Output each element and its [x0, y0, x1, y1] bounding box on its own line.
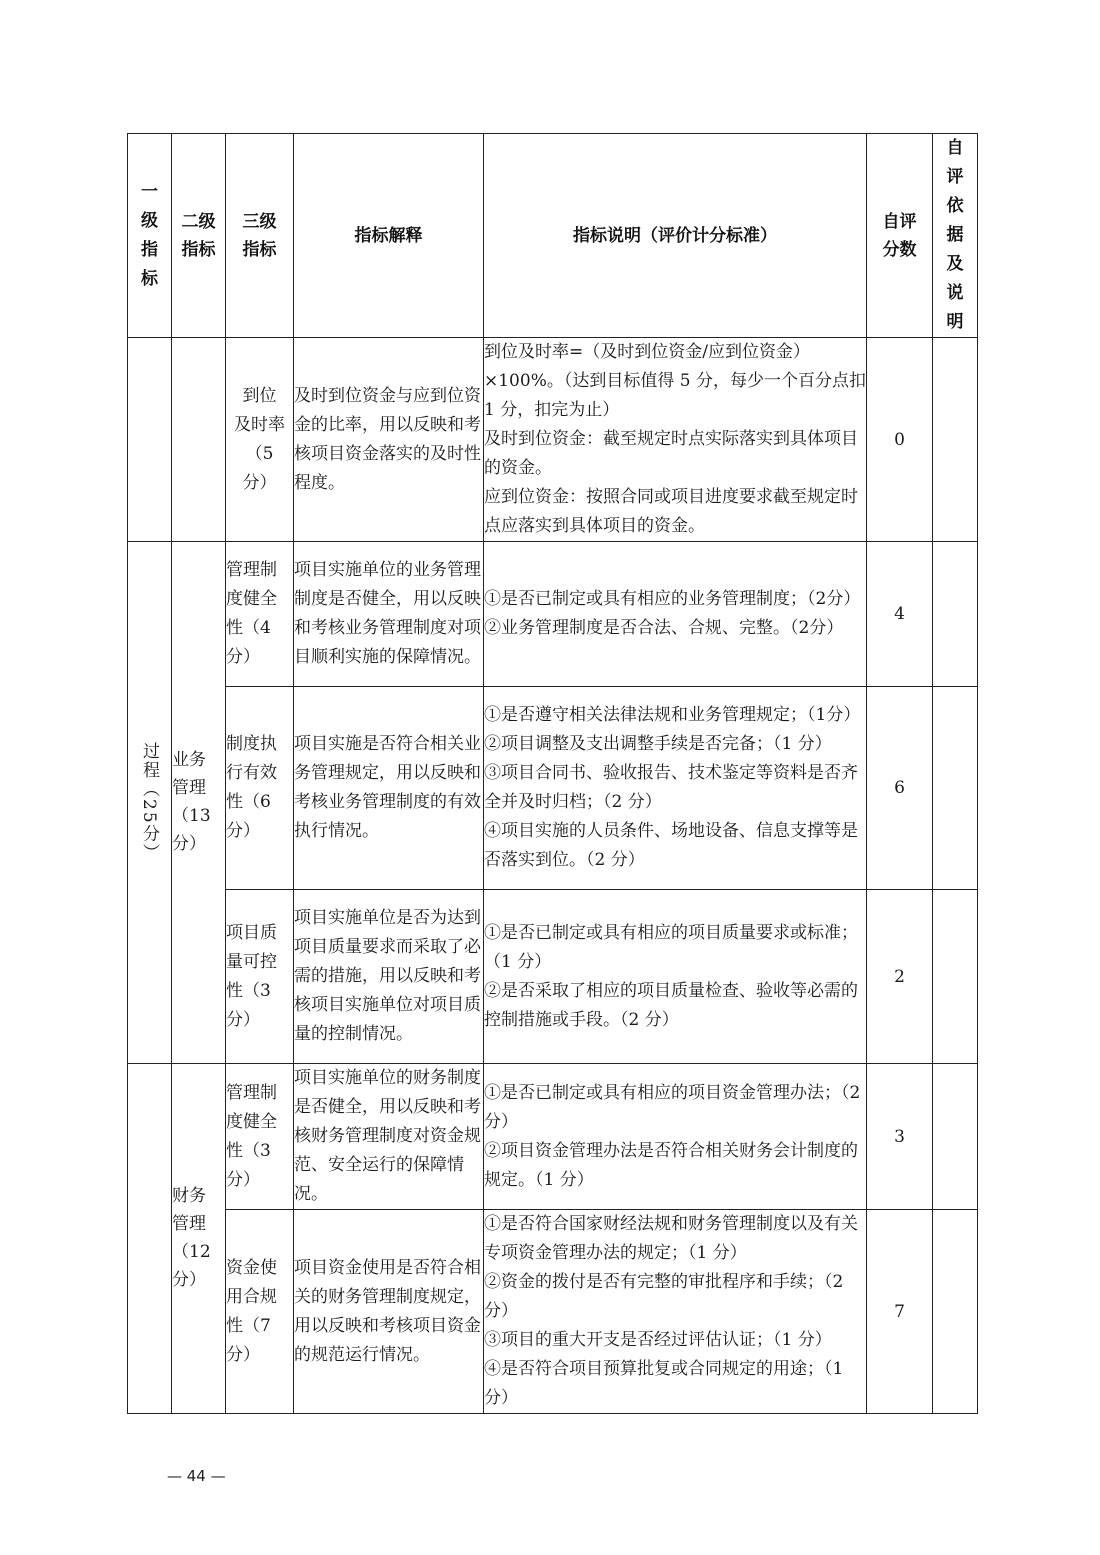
table-row [128, 542, 978, 687]
level1-cell-continued [128, 1064, 172, 1414]
criteria-cell: ①是否已制定或具有相应的项目资金管理办法；（2 分） ②项目资金管理办法是否符合相关财务会计制度的规定。（1 分） [484, 1064, 867, 1210]
explanation-cell: 项目实施单位的业务管理制度是否健全，用以反映和考核业务管理制度对项目顺利实施的保障情况。 [294, 542, 484, 687]
score-cell: 4 [867, 542, 933, 687]
page-number: — 44 — [167, 1467, 226, 1485]
level1-process-label: 过程（25分） [139, 742, 159, 863]
basis-cell [933, 1210, 978, 1414]
table-row [128, 687, 978, 890]
explanation-cell: 项目实施单位是否为达到项目质量要求而采取了必需的措施，用以反映和考核项目实施单位对项目质量的控制情况。 [294, 890, 484, 1064]
header-row [128, 134, 978, 338]
table-row [128, 1064, 978, 1210]
explanation-cell: 项目资金使用是否符合相关的财务管理制度规定，用以反映和考核项目资金的规范运行情况。 [294, 1210, 484, 1414]
header-level3: 三级指标 [226, 134, 294, 338]
score-cell: 7 [867, 1210, 933, 1414]
basis-cell [933, 542, 978, 687]
level1-process-cell [128, 542, 172, 1064]
basis-cell [933, 1064, 978, 1210]
level3-cell: 管理制度健全性（3分） [226, 1064, 294, 1210]
criteria-cell: ①是否已制定或具有相应的项目质量要求或标准；（1 分） ②是否采取了相应的项目质量检查、验收等必需的控制措施或手段。（2 分） [484, 890, 867, 1064]
header-level2: 二级指标 [172, 134, 226, 338]
explanation-cell: 项目实施单位的财务制度是否健全，用以反映和考核财务管理制度对资金规范、安全运行的保障情况。 [294, 1064, 484, 1210]
basis-cell [933, 338, 978, 542]
level3-cell: 资金使用合规性（7分） [226, 1210, 294, 1414]
table-row [128, 338, 978, 542]
criteria-cell: 到位及时率=（及时到位资金/应到位资金）×100%。（达到目标值得 5 分，每少一个百分点扣 1 分，扣完为止） 及时到位资金：截至规定时点实际落实到具体项目的资金。 应到位资金：按照合同或项目进度要求截至规定时点应落实到具体项目的资金。 [484, 338, 867, 542]
score-cell: 2 [867, 890, 933, 1064]
header-level1: 一级指标 [128, 134, 172, 338]
level1-cell-empty [128, 338, 172, 542]
criteria-cell: ①是否符合国家财经法规和财务管理制度以及有关专项资金管理办法的规定；（1 分） ②资金的拨付是否有完整的审批程序和手续；（2 分） ③项目的重大开支是否经过评估认证；（1 分） ④是否符合项目预算批复或合同规定的用途；（1 分） [484, 1210, 867, 1414]
criteria-cell: ①是否遵守相关法律法规和业务管理规定；（1分） ②项目调整及支出调整手续是否完备；（1 分） ③项目合同书、验收报告、技术鉴定等资料是否齐全并及时归档；（2 分） ④项目实施的人员条件、场地设备、信息支撑等是否落实到位。（2 分） [484, 687, 867, 890]
basis-cell [933, 890, 978, 1064]
score-cell: 6 [867, 687, 933, 890]
level2-business-cell: 业务管理（13分） [172, 542, 226, 1064]
explanation-cell: 及时到位资金与应到位资金的比率，用以反映和考核项目资金落实的及时性程度。 [294, 338, 484, 542]
explanation-cell: 项目实施是否符合相关业务管理规定，用以反映和考核业务管理制度的有效执行情况。 [294, 687, 484, 890]
header-criteria: 指标说明（评价计分标准） [484, 134, 867, 338]
level3-cell: 到位 及时率 （5 分） [226, 338, 294, 542]
criteria-cell: ①是否已制定或具有相应的业务管理制度；（2分） ②业务管理制度是否合法、合规、完整。（2分） [484, 542, 867, 687]
level2-cell-empty [172, 338, 226, 542]
header-basis: 自评依据及说明 [933, 134, 978, 338]
basis-cell [933, 687, 978, 890]
level3-cell: 制度执行有效性（6分） [226, 687, 294, 890]
table-row [128, 1210, 978, 1414]
level3-cell: 管理制度健全性（4分） [226, 542, 294, 687]
level3-cell: 项目质量可控性（3分） [226, 890, 294, 1064]
level2-finance-cell: 财务管理（12分） [172, 1064, 226, 1414]
table-row [128, 890, 978, 1064]
indicator-table [127, 133, 978, 1414]
header-explanation: 指标解释 [294, 134, 484, 338]
score-cell: 0 [867, 338, 933, 542]
header-score: 自评分数 [867, 134, 933, 338]
score-cell: 3 [867, 1064, 933, 1210]
